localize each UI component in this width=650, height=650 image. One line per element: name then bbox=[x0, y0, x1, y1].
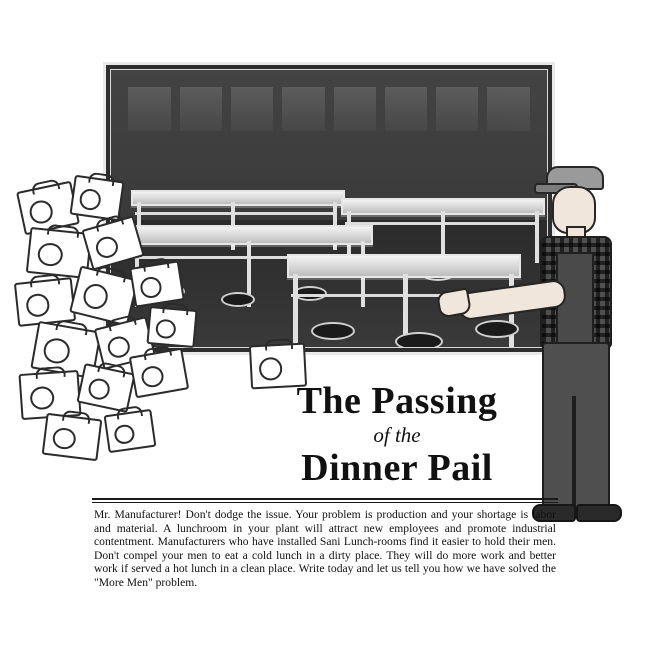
dinner-pail bbox=[14, 277, 76, 327]
lunchroom-stool bbox=[395, 332, 443, 348]
horizontal-rule bbox=[92, 498, 558, 500]
headline-line-2: of the bbox=[373, 422, 421, 447]
lunchroom-stool bbox=[311, 322, 355, 340]
horizontal-rule-thin bbox=[92, 502, 558, 503]
workman-leg-split bbox=[572, 396, 576, 508]
dinner-pail bbox=[42, 413, 103, 462]
table-rail bbox=[345, 222, 535, 225]
pile-of-dinner-pails-illustration bbox=[14, 176, 234, 506]
headline-line-1: The Passing bbox=[296, 380, 498, 422]
workman-legs bbox=[542, 342, 610, 514]
dinner-pail bbox=[129, 260, 185, 307]
dinner-pail bbox=[76, 363, 135, 413]
lunchroom-window-row bbox=[128, 87, 529, 131]
headline bbox=[256, 382, 538, 489]
headline-line-3: Dinner Pail bbox=[301, 447, 493, 490]
dinner-pail bbox=[129, 348, 189, 399]
dinner-pail bbox=[104, 409, 157, 453]
workman-shoe bbox=[576, 504, 622, 522]
dinner-pail bbox=[146, 306, 197, 348]
table-leg bbox=[293, 274, 298, 348]
dinner-pail bbox=[81, 215, 144, 270]
body-copy bbox=[94, 508, 556, 590]
body-copy-text: Mr. Manufacturer! Don't dodge the issue. Your problem is production and your shortage is labor and material. A lunchroom in your plant will attract new employees and promote industrial contentment. Manufacturers who have installed Sani Lunch-rooms find it easier to hold their men. Don't compel your men to eat a cold lunch in a dirty place. They will do more work and better work if served a hot lunch in a clean place. Write today and let us tell you how we have solved the "More Men" problem. bbox=[94, 508, 556, 589]
